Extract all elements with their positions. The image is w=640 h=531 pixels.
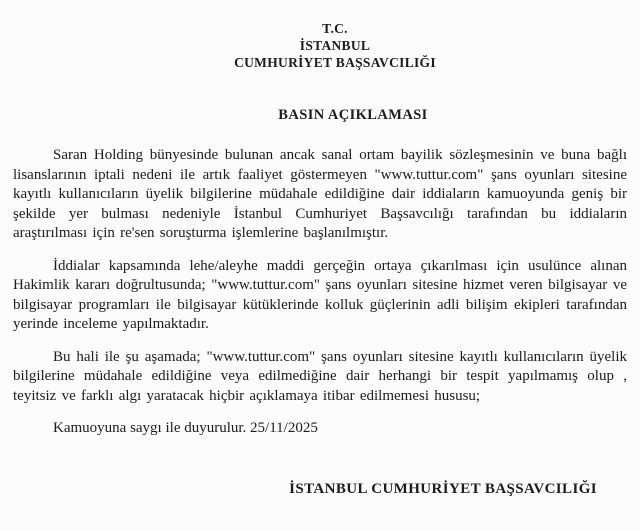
press-release-title: BASIN AÇIKLAMASI — [278, 107, 428, 123]
closing-line: Kamuoyuna saygı ile duyurulur. 25/11/2025 — [53, 420, 318, 436]
letterhead — [28, 20, 640, 71]
letterhead-state: T.C. — [322, 21, 348, 36]
letterhead-city: İSTANBUL — [299, 38, 371, 53]
document-body — [13, 146, 627, 406]
paragraph-investigation: Saran Holding bünyesinde bulunan ancak sanal ortam bayilik sözleşmesinin ve buna bağlı lisanslarının iptali nedeni ile artık faaliyet göstermeyen "www.tuttur.com" şans oyunları sitesine kayıtlı kullanıcıların üyelik bilgilerine müdahale edildiğine dair iddiaların kamuoyunda geniş bir şekilde yer bulması nedeniyle İstanbul Cumhuriyet Başsavcılığı tarafından bu iddiaların araştırılması için re'sen soruşturma işlemlerine başlanılmıştır. — [13, 147, 627, 241]
paragraph-examination: İddialar kapsamında lehe/aleyhe maddi gerçeğin ortaya çıkarılması için usulünce alınan Hakimlik kararı doğrultusunda; "www.tuttur.com" şans oyunları sitesine hizmet veren bilgisayar ve bilgisayar programları ile bilgisayar kütüklerinde kolluk güçlerinin adli bilişim ekipleri tarafından yerinde inceleme yapılmaktadır. — [13, 257, 627, 332]
paragraph-conclusion: Bu hali ile şu aşamada; "www.tuttur.com" şans oyunları sitesine kayıtlı kullanıcıların üyelik bilgilerine müdahale edildiğine veya edilmediğine dair herhangi bir tespit yapılmamış olup , teyitsiz ve farklı algı yaratacak hiçbir açıklamaya itibar edilmemesi hususu; — [13, 348, 627, 404]
letterhead-office: CUMHURİYET BAŞSAVCILIĞI — [234, 55, 436, 70]
signature-office: İSTANBUL CUMHURİYET BAŞSAVCILIĞI — [289, 480, 597, 497]
